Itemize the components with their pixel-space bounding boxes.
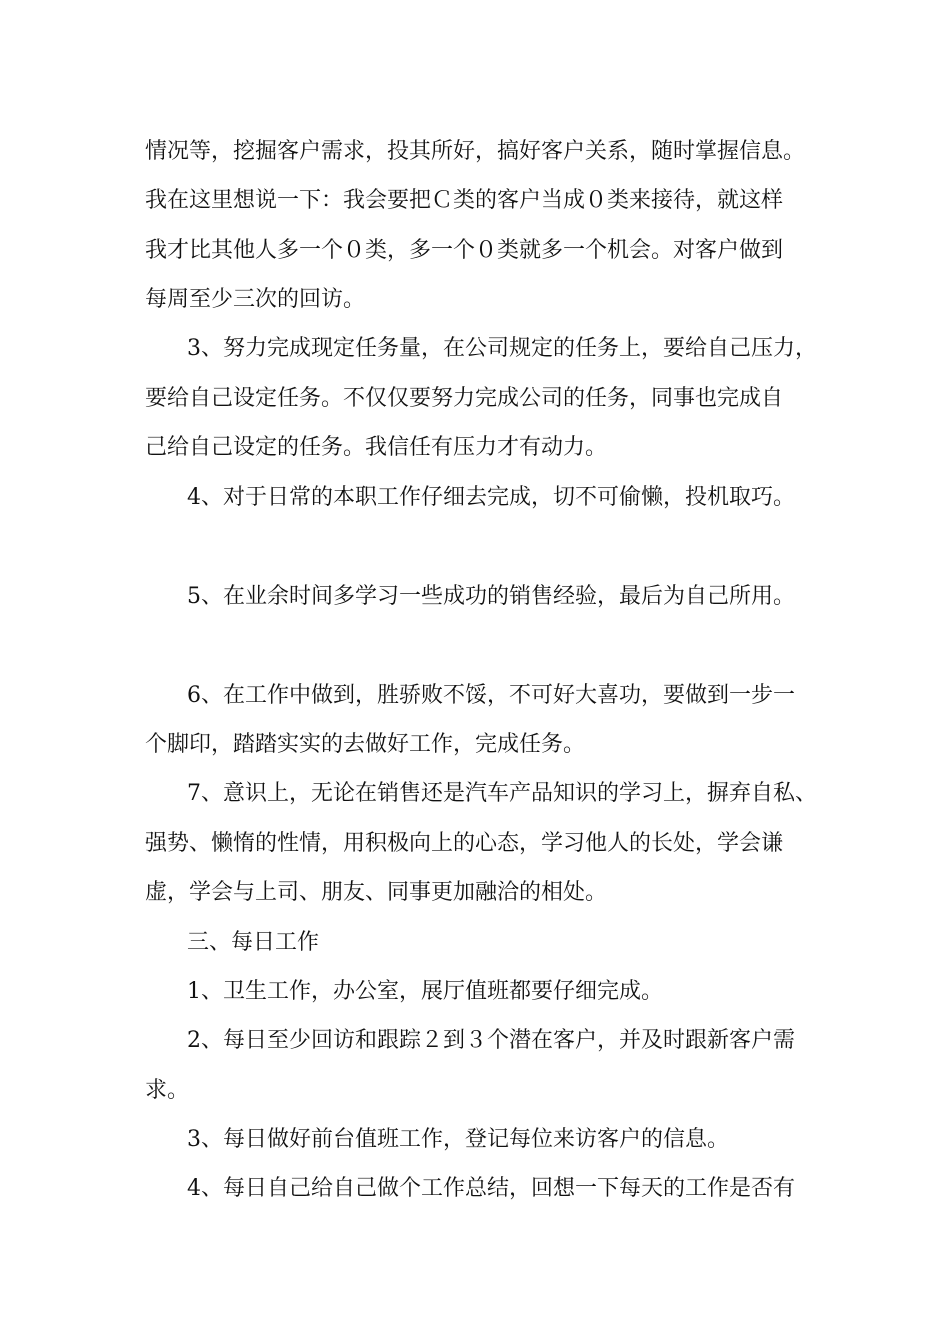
text-line: 求。 [145, 1078, 190, 1103]
text-line: 每周至少三次的回访。 [145, 287, 366, 312]
section-heading: 三、每日工作 [187, 930, 320, 955]
daily-item-4: 4、每日自己给自己做个工作总结，回想一下每天的工作是否有 [187, 1176, 795, 1201]
text-line: 我才比其他人多一个０类，多一个０类就多一个机会。对客户做到 [145, 238, 784, 263]
paragraph-item-5: 5、在业余时间多学习一些成功的销售经验，最后为自己所用。 [187, 584, 795, 609]
text-line: 己给自己设定的任务。我信任有压力才有动力。 [145, 435, 608, 460]
paragraph-item-4: 4、对于日常的本职工作仔细去完成，切不可偷懒，投机取巧。 [187, 485, 795, 510]
daily-item-1: 1、卫生工作，办公室，展厅值班都要仔细完成。 [187, 979, 663, 1004]
daily-item-2: 2、每日至少回访和跟踪２到３个潜在客户，并及时跟新客户需 [187, 1028, 795, 1053]
text-line: 虚，学会与上司、朋友、同事更加融洽的相处。 [145, 880, 608, 905]
text-line: 个脚印，踏踏实实的去做好工作，完成任务。 [145, 732, 586, 757]
daily-item-3: 3、每日做好前台值班工作，登记每位来访客户的信息。 [187, 1127, 729, 1152]
text-line: 我在这里想说一下：我会要把Ｃ类的客户当成０类来接待，就这样 [145, 188, 784, 213]
text-line: 情况等，挖掘客户需求，投其所好，搞好客户关系，随时掌握信息。 [145, 139, 806, 164]
paragraph-item-7: 7、意识上，无论在销售还是汽车产品知识的学习上，摒弃自私、 [187, 781, 817, 806]
text-line: 要给自己设定任务。不仅仅要努力完成公司的任务，同事也完成自 [145, 386, 784, 411]
paragraph-item-6: 6、在工作中做到，胜骄败不馁，不可好大喜功，要做到一步一 [187, 683, 795, 708]
text-line: 强势、懒惰的性情，用积极向上的心态，学习他人的长处，学会谦 [145, 831, 784, 856]
paragraph-item-3: 3、努力完成现定任务量，在公司规定的任务上，要给自己压力， [187, 336, 817, 361]
